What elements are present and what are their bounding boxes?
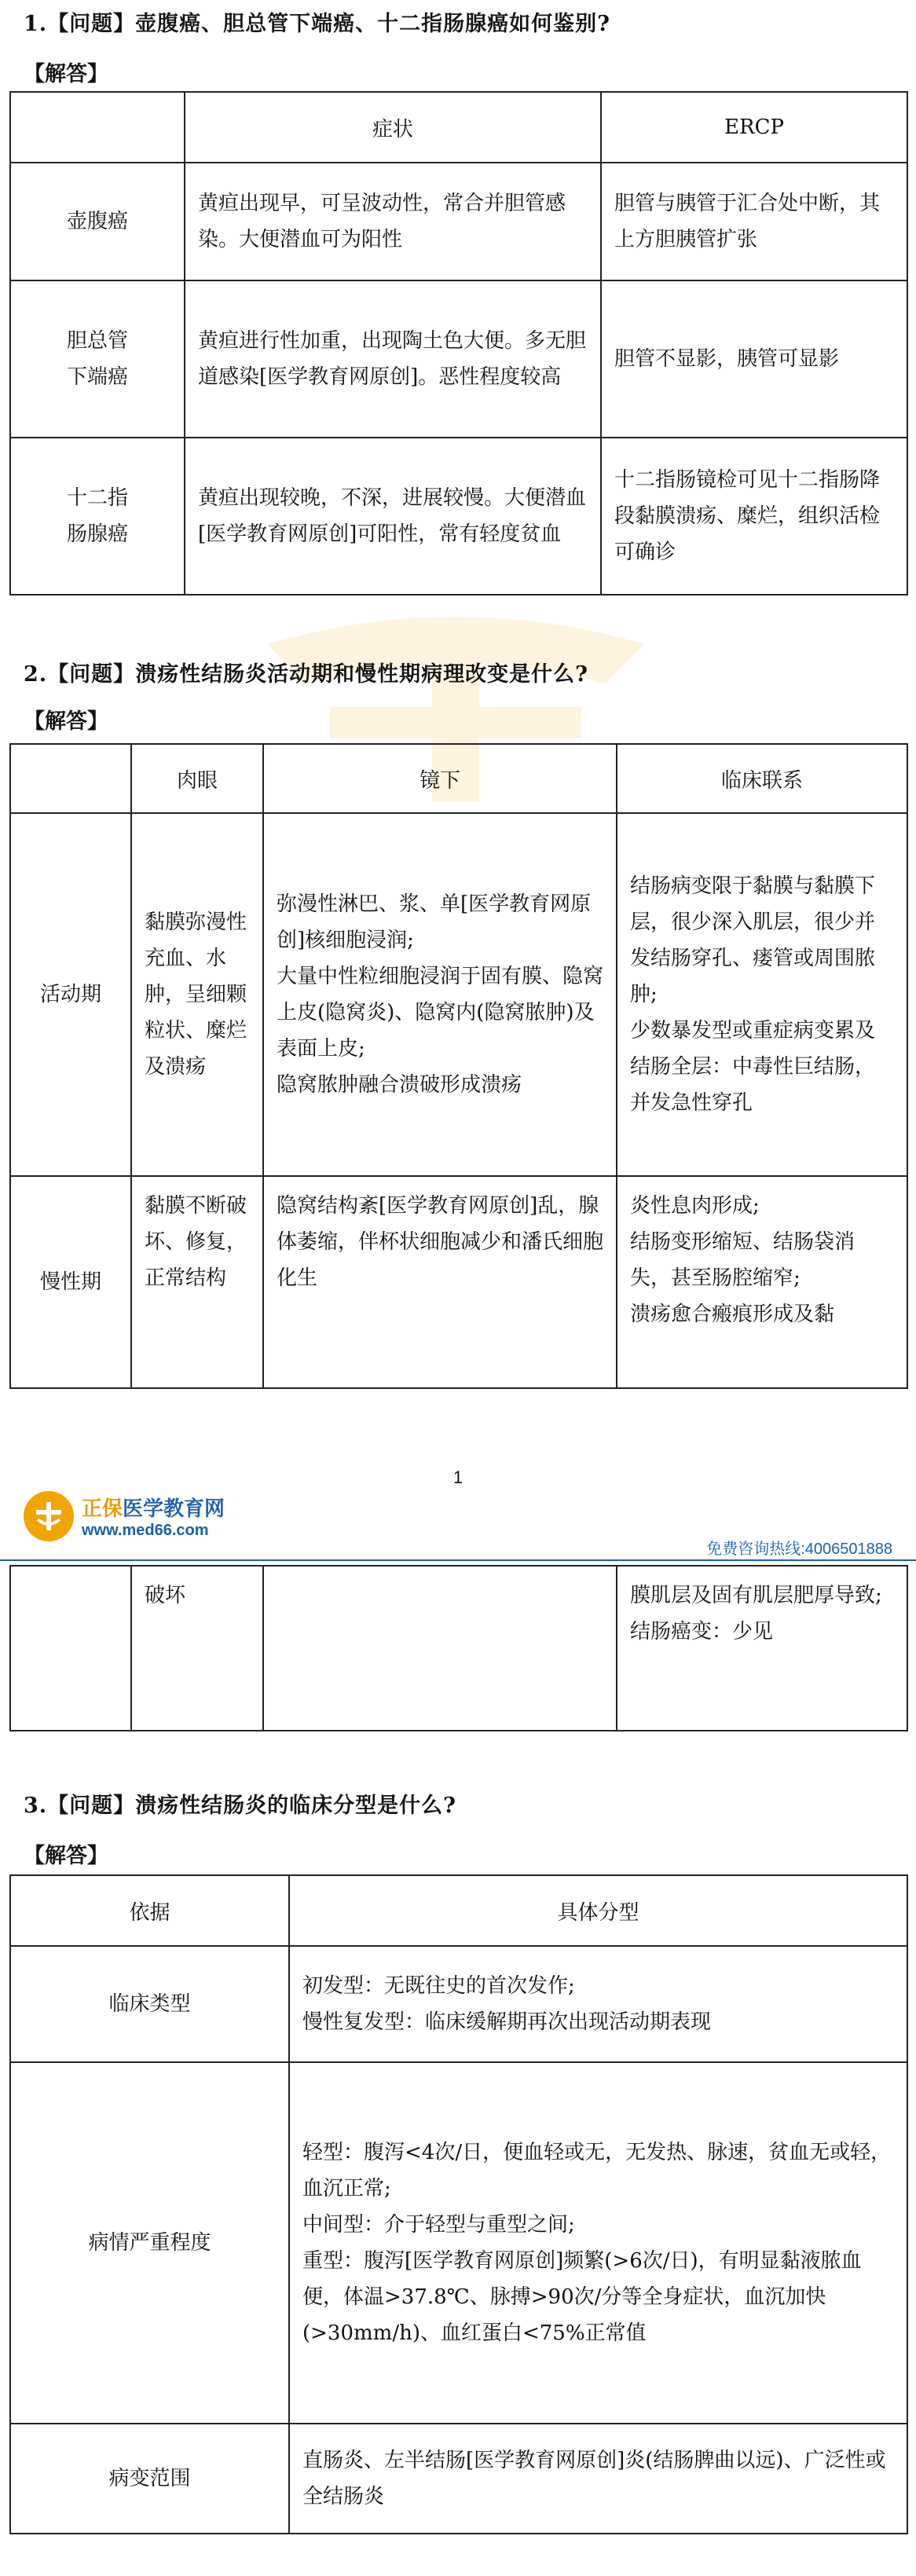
row-label: 壶腹癌 <box>10 163 185 280</box>
gross-cell: 黏膜不断破坏、修复，正常结构 <box>131 1176 263 1388</box>
header-cell: ERCP <box>601 92 907 163</box>
q2-answer-label: 【解答】 <box>24 709 108 734</box>
cross-icon <box>31 1499 66 1534</box>
table-row <box>10 1566 907 1731</box>
header-cell: 依据 <box>10 1875 289 1946</box>
detail-cell: 直肠炎、左半结肠[医学教育网原创]炎(结肠脾曲以远)、广泛性或全结肠炎 <box>289 2424 907 2534</box>
table-row <box>10 2062 907 2424</box>
header-cell: 镜下 <box>263 744 617 813</box>
header-cell: 具体分型 <box>289 1875 907 1946</box>
row-label <box>10 1566 131 1731</box>
row-label: 慢性期 <box>10 1176 131 1388</box>
q2-table-continued <box>9 1565 908 1731</box>
header-divider <box>0 1559 916 1561</box>
row-label: 病情严重程度 <box>10 2062 289 2424</box>
ercp-cell: 十二指肠镜检可见十二指肠降段黏膜溃疡、糜烂，组织活检可确诊 <box>601 438 907 595</box>
gross-cell: 破坏 <box>131 1566 263 1731</box>
table-header-row <box>10 1875 907 1946</box>
hotline-text: 免费咨询热线:4006501888 <box>706 1541 892 1558</box>
q1-title: 1.【问题】壶腹癌、胆总管下端癌、十二指肠腺癌如何鉴别? <box>24 12 611 36</box>
detail-cell: 轻型：腹泻<4次/日，便血轻或无，无发热、脉速，贫血无或轻，血沉正常; 中间型：介于轻型与重型之间; 重型：腹泻[医学教育网原创]频繁(>6次/日)，有明显黏液脓血便，体温>37.8℃、脉搏>90次/分等全身症状，血沉加快(>30mm/h)、血红蛋白<75%正常值 <box>289 2062 907 2424</box>
q2-table <box>9 743 908 1389</box>
micro-cell: 弥漫性淋巴、浆、单[医学教育网原创]核细胞浸润; 大量中性粒细胞浸润于固有膜、隐窝上皮(隐窝炎)、隐窝内(隐窝脓肿)及表面上皮; 隐窝脓肿融合溃破形成溃疡 <box>263 813 617 1176</box>
header-cell <box>10 92 185 163</box>
row-label: 病变范围 <box>10 2424 289 2534</box>
table-row <box>10 1946 907 2062</box>
q3-answer-label: 【解答】 <box>24 1844 108 1868</box>
q3-title: 3.【问题】溃疡性结肠炎的临床分型是什么? <box>24 1794 457 1818</box>
logo-name-2: 医学教育网 <box>123 1497 225 1520</box>
page-number: 1 <box>453 1468 463 1487</box>
symptom-cell: 黄疸出现早，可呈波动性，常合并胆管感染。大便潜血可为阳性 <box>185 163 601 280</box>
header-cell: 症状 <box>185 92 601 163</box>
clinical-cell: 膜肌层及固有肌层肥厚导致; 结肠癌变：少见 <box>617 1566 907 1731</box>
gross-cell: 黏膜弥漫性充血、水肿，呈细颗粒状、糜烂及溃疡 <box>131 813 263 1176</box>
detail-cell: 初发型：无既往史的首次发作; 慢性复发型：临床缓解期再次出现活动期表现 <box>289 1946 907 2062</box>
q2-title: 2.【问题】溃疡性结肠炎活动期和慢性期病理改变是什么? <box>24 662 589 687</box>
q3-table <box>9 1874 908 2534</box>
clinical-cell: 炎性息肉形成; 结肠变形缩短、结肠袋消失，甚至肠腔缩窄; 溃疡愈合瘢痕形成及黏 <box>617 1176 907 1388</box>
table-row <box>10 438 907 595</box>
micro-cell <box>263 1566 617 1731</box>
table-row <box>10 2424 907 2534</box>
table-row <box>10 813 907 1176</box>
logo-url: www.med66.com <box>82 1522 209 1539</box>
clinical-cell: 结肠病变限于黏膜与黏膜下层，很少深入肌层，很少并发结肠穿孔、瘘管或周围脓肿; 少数暴发型或重症病变累及结肠全层：中毒性巨结肠，并发急性穿孔 <box>617 813 907 1176</box>
row-label: 胆总管下端癌 <box>10 280 185 438</box>
table-header-row <box>10 92 907 163</box>
row-label: 临床类型 <box>10 1946 289 2062</box>
header-cell <box>10 744 131 813</box>
row-label: 活动期 <box>10 813 131 1176</box>
symptom-cell: 黄疸进行性加重，出现陶土色大便。多无胆道感染[医学教育网原创]。恶性程度较高 <box>185 280 601 438</box>
table-header-row <box>10 744 907 813</box>
table-row <box>10 1176 907 1388</box>
table-row <box>10 280 907 438</box>
micro-cell: 隐窝结构紊[医学教育网原创]乱，腺体萎缩，伴杯状细胞减少和潘氏细胞化生 <box>263 1176 617 1388</box>
logo-name-1: 正保 <box>82 1497 123 1520</box>
site-logo <box>24 1489 225 1544</box>
symptom-cell: 黄疸出现较晚，不深，进展较慢。大便潜血[医学教育网原创]可阳性，常有轻度贫血 <box>185 438 601 595</box>
logo-icon <box>24 1491 74 1541</box>
ercp-cell: 胆管不显影，胰管可显影 <box>601 280 907 438</box>
header-cell: 临床联系 <box>617 744 907 813</box>
q1-answer-label: 【解答】 <box>24 62 108 86</box>
row-label: 十二指肠腺癌 <box>10 438 185 595</box>
ercp-cell: 胆管与胰管于汇合处中断，其上方胆胰管扩张 <box>601 163 907 280</box>
q1-table <box>9 91 908 595</box>
header-cell: 肉眼 <box>131 744 263 813</box>
table-row <box>10 163 907 280</box>
